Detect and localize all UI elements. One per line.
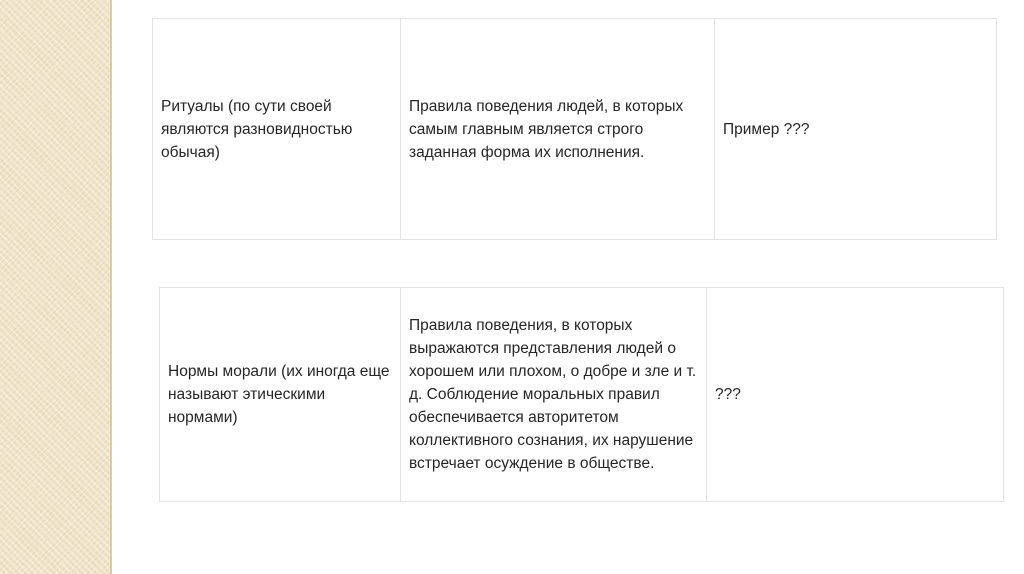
side-strip-border: [110, 0, 112, 574]
term-cell: Ритуалы (по сути своей являются разновидностью обычая): [153, 19, 401, 240]
term-cell: Нормы морали (их иногда еще называют этическими нормами): [160, 288, 401, 502]
decorative-side-strip: [0, 0, 110, 574]
moral-norms-table: [159, 287, 1004, 502]
definition-cell: Правила поведения, в которых выражаются представления людей о хорошем или плохом, о добре и зле и т. д. Соблюдение моральных правил обеспечивается авторитетом коллективного сознания, их нарушение встречает осуждение в обществе.: [401, 288, 707, 502]
example-cell: Пример ???: [715, 19, 997, 240]
example-cell: ???: [707, 288, 1004, 502]
table-row: [153, 19, 997, 240]
table-row: [160, 288, 1004, 502]
rituals-table: [152, 18, 997, 240]
definition-cell: Правила поведения людей, в которых самым главным является строго заданная форма их исполнения.: [401, 19, 715, 240]
